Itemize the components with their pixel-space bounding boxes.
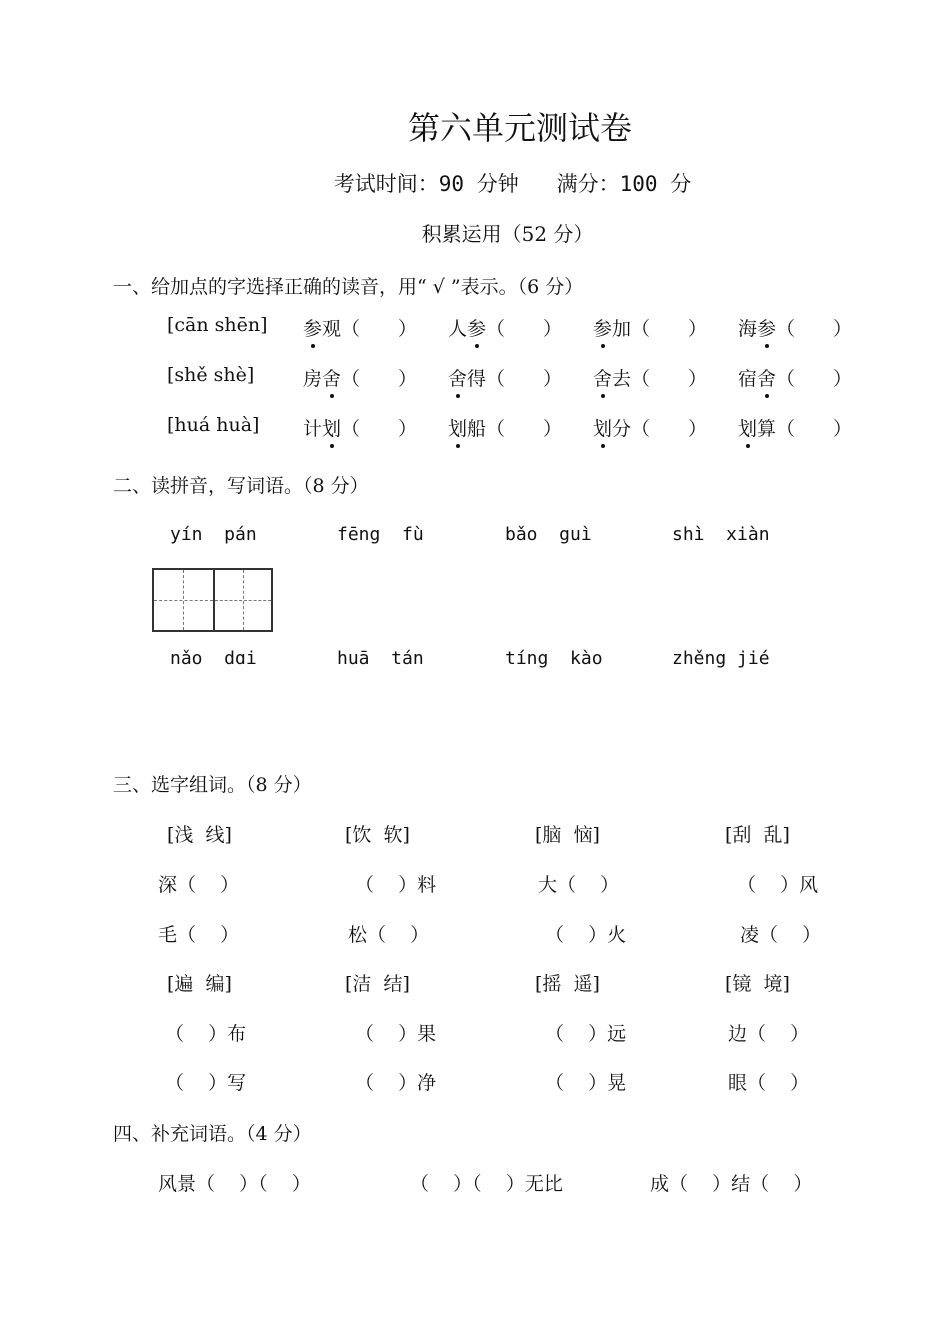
char-choice-bracket: [刮 乱] — [725, 824, 790, 846]
fill-item: （ ）写 — [165, 1072, 247, 1094]
pinyin-item: shì xiàn — [672, 524, 770, 545]
q1-item: 划算（ ） — [738, 414, 852, 441]
char-choice-bracket: [镜 境] — [725, 973, 790, 995]
writing-cell[interactable] — [213, 570, 272, 630]
q1-item: 宿舍（ ） — [738, 364, 852, 391]
fill-item: （ ）（ ）无比 — [410, 1173, 563, 1195]
fill-item: 边（ ） — [728, 1023, 810, 1045]
fill-item: 风景（ ）（ ） — [158, 1173, 311, 1195]
writing-cell[interactable] — [154, 570, 213, 630]
writing-grid[interactable] — [152, 568, 273, 632]
fill-item: （ ）果 — [355, 1023, 437, 1045]
fill-item: 凌（ ） — [740, 924, 822, 946]
q1-item: 计划（ ） — [303, 414, 417, 441]
page-title: 第六单元测试卷 — [407, 109, 632, 147]
char-choice-bracket: [洁 结] — [345, 973, 410, 995]
char-choice-bracket: [浅 线] — [167, 824, 232, 846]
q1-item: 舍得（ ） — [448, 364, 562, 391]
exam-info: 考试时间：90 分钟 满分：100 分 — [333, 172, 692, 196]
fill-item: 大（ ） — [538, 874, 620, 896]
q1-item: 参观（ ） — [303, 314, 417, 341]
pinyin-item: tíng kào — [505, 648, 603, 669]
fill-item: （ ）布 — [165, 1023, 247, 1045]
pinyin-item: zhěng jié — [672, 648, 770, 669]
fill-item: （ ）火 — [545, 924, 627, 946]
question-4-heading: 四、补充词语。（4 分） — [113, 1123, 312, 1145]
pinyin-item: huā tán — [337, 648, 424, 669]
q1-item: 舍去（ ） — [593, 364, 707, 391]
q1-item: 参加（ ） — [593, 314, 707, 341]
q1-item: 人参（ ） — [448, 314, 562, 341]
fill-item: 深（ ） — [158, 874, 240, 896]
fill-item: （ ）料 — [355, 874, 437, 896]
q1-item: 房舍（ ） — [303, 364, 417, 391]
fill-item: 毛（ ） — [158, 924, 240, 946]
q1-item: 海参（ ） — [738, 314, 852, 341]
q1-item: 划分（ ） — [593, 414, 707, 441]
q1-row-3-label: [huá huà] — [167, 414, 260, 436]
q1-row-2-label: [shě shè] — [167, 364, 255, 386]
fill-item: （ ）晃 — [545, 1072, 627, 1094]
pinyin-item: nǎo dɑi — [170, 648, 257, 669]
pinyin-item: fēng fù — [337, 524, 424, 545]
fill-item: （ ）风 — [737, 874, 819, 896]
pinyin-item: yín pán — [170, 524, 257, 545]
question-2-heading: 二、读拼音，写词语。（8 分） — [113, 475, 369, 497]
char-choice-bracket: [遍 编] — [167, 973, 232, 995]
question-3-heading: 三、选字组词。（8 分） — [113, 774, 312, 796]
char-choice-bracket: [饮 软] — [345, 824, 410, 846]
q1-row-1-label: [cān shēn] — [167, 314, 268, 336]
fill-item: 眼（ ） — [728, 1072, 810, 1094]
fill-item: （ ）远 — [545, 1023, 627, 1045]
fill-item: 成（ ）结（ ） — [650, 1173, 813, 1195]
question-1-heading: 一、给加点的字选择正确的读音，用“ √ ”表示。（6 分） — [113, 276, 584, 298]
fill-item: 松（ ） — [348, 924, 430, 946]
pinyin-item: bǎo guì — [505, 524, 592, 545]
char-choice-bracket: [脑 恼] — [535, 824, 600, 846]
char-choice-bracket: [摇 遥] — [535, 973, 600, 995]
section-heading: 积累运用（52 分） — [421, 222, 594, 246]
fill-item: （ ）净 — [355, 1072, 437, 1094]
q1-item: 划船（ ） — [448, 414, 562, 441]
